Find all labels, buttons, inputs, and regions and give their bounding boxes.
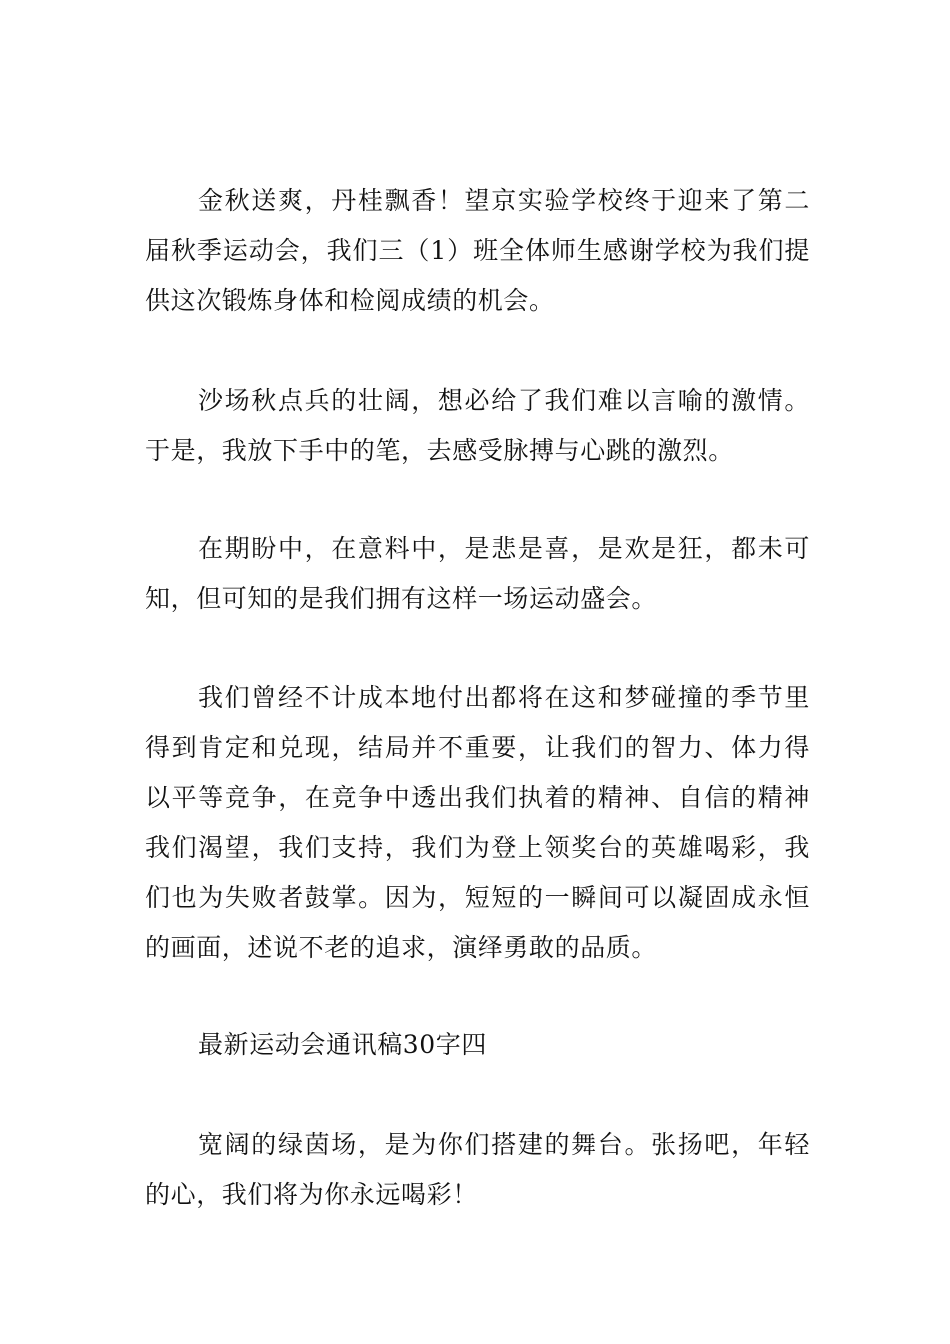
paragraph-intro: 金秋送爽，丹桂飘香！望京实验学校终于迎来了第二届秋季运动会，我们三（1）班全体师生感谢学校为我们提供这次锻炼身体和检阅成绩的机会。 (145, 186, 810, 315)
section-heading: 最新运动会通讯稿30字四 (198, 1030, 488, 1059)
paragraph-green-field: 宽阔的绿茵场，是为你们搭建的舞台。张扬吧，年轻的心，我们将为你永远喝彩！ (145, 1130, 810, 1209)
paragraph-effort: 我们曾经不计成本地付出都将在这和梦碰撞的季节里得到肯定和兑现，结局并不重要，让我们的智力、体力得以平等竞争，在竞争中透出我们执着的精神、自信的精神我们渴望，我们支持，我们为登上领奖台的英雄喝彩，我们也为失败者鼓掌。因为，短短的一瞬间可以凝固成永恒的画面，述说不老的追求，演绎勇敢的品质。 (145, 683, 810, 962)
paragraph-autumn-troops: 沙场秋点兵的壮阔，想必给了我们难以言喻的激情。于是，我放下手中的笔，去感受脉搏与心跳的激烈。 (145, 386, 810, 465)
paragraph-anticipation: 在期盼中，在意料中，是悲是喜，是欢是狂，都未可知，但可知的是我们拥有这样一场运动盛会。 (145, 534, 810, 613)
